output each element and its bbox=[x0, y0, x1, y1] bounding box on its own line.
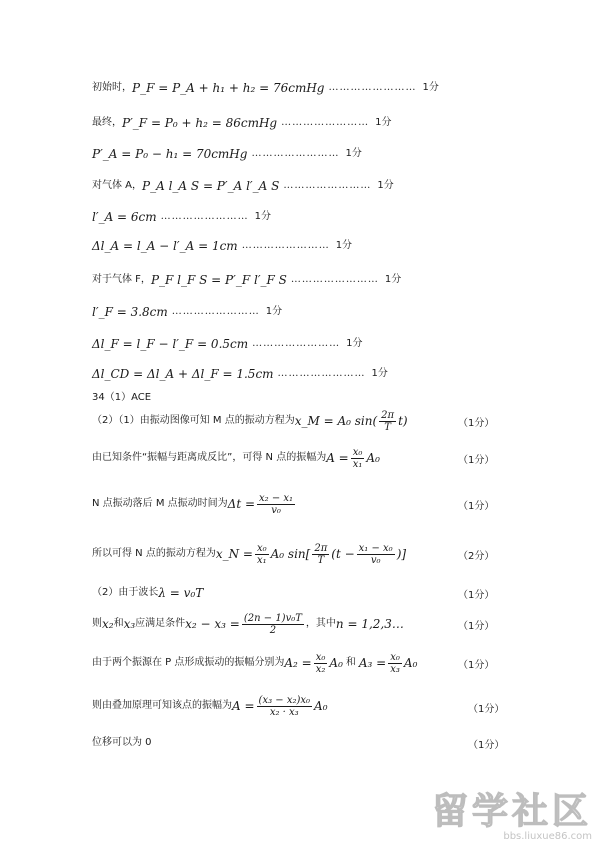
score: 1分 bbox=[254, 211, 272, 222]
p2-eq-lhs: A = bbox=[326, 451, 349, 465]
fraction-numerator: (x₃ − x₂)x₀ bbox=[258, 694, 311, 706]
row-label: 对于气体 F， bbox=[92, 274, 151, 285]
q34-p3 bbox=[92, 490, 297, 518]
p7-eq-b: A₃ = bbox=[358, 656, 387, 670]
q34-p1 bbox=[92, 410, 408, 432]
p5-eq: λ = v₀T bbox=[158, 586, 204, 600]
p4-mid2: (t − bbox=[331, 547, 355, 561]
score: 1分 bbox=[265, 306, 283, 317]
fraction-denominator: T bbox=[384, 421, 391, 433]
leader-dots: …………………… bbox=[252, 338, 341, 349]
p7-score: （1分） bbox=[458, 660, 495, 671]
p8-score: （1分） bbox=[468, 704, 505, 715]
score: 1分 bbox=[375, 117, 392, 128]
p3-score: （1分） bbox=[458, 501, 495, 512]
p6-text-a: 则 bbox=[92, 618, 102, 629]
fraction-numerator: x₂ − x₁ bbox=[259, 492, 294, 504]
p8-eq-tail: A₀ bbox=[314, 699, 328, 713]
equation: Δl_A = l_A − l′_A = 1cm bbox=[92, 239, 238, 253]
p4-eq-tail: )] bbox=[396, 547, 407, 561]
q34-heading-text: 34（1）ACE bbox=[92, 392, 152, 403]
leader-dots: …………………… bbox=[281, 117, 370, 128]
q34-p5 bbox=[92, 585, 203, 601]
fraction-numerator: x₀ bbox=[352, 446, 363, 458]
leader-dots: …………………… bbox=[290, 274, 379, 285]
fraction-numerator: x₀ bbox=[315, 651, 326, 663]
eq-row-initial bbox=[92, 80, 439, 96]
fraction-denominator: x₁ bbox=[352, 458, 363, 470]
fraction-numerator: x₀ bbox=[256, 542, 267, 554]
score: 1分 bbox=[371, 368, 388, 379]
watermark bbox=[432, 793, 592, 842]
p4-fraction-3 bbox=[357, 543, 395, 566]
score: 1分 bbox=[377, 180, 394, 191]
p4-fraction-2 bbox=[312, 543, 329, 566]
p9-score: （1分） bbox=[468, 740, 505, 751]
p7-text: 由于两个振源在 P 点形成振动的振幅分别为 bbox=[92, 657, 285, 668]
eq-row-delta-lcd bbox=[92, 366, 388, 382]
fraction-denominator: x₂ bbox=[315, 663, 326, 675]
p3-fraction bbox=[257, 493, 295, 516]
leader-dots: …………………… bbox=[160, 211, 249, 222]
p5-text: （2）由于波长 bbox=[92, 587, 159, 598]
p7-a0-a: A₀ bbox=[329, 656, 343, 670]
eq-row-delta-la bbox=[92, 238, 352, 254]
leader-dots: …………………… bbox=[251, 148, 340, 159]
p8-fraction bbox=[257, 695, 312, 718]
leader-dots: …………………… bbox=[328, 82, 417, 93]
p1-eq-lhs: x_M = A₀ sin( bbox=[294, 414, 378, 428]
p6-eq-b: x₃ bbox=[123, 617, 136, 631]
p8-eq-lhs: A = bbox=[232, 699, 255, 713]
p6-eq-n: n = 1,2,3… bbox=[335, 617, 404, 631]
fraction-numerator: x₁ − x₀ bbox=[358, 542, 393, 554]
q34-p6 bbox=[92, 610, 404, 638]
leader-dots: …………………… bbox=[277, 368, 366, 379]
equation: P′_A = P₀ − h₁ = 70cmHg bbox=[92, 147, 248, 161]
leader-dots: …………………… bbox=[241, 240, 330, 251]
p7-a0-b: A₀ bbox=[403, 656, 418, 670]
q34-heading bbox=[92, 390, 151, 406]
fraction-numerator: 2π bbox=[314, 542, 328, 554]
p7-fraction-1 bbox=[314, 652, 328, 675]
q34-p9 bbox=[92, 735, 152, 751]
eq-row-pa bbox=[92, 146, 362, 162]
p9-text: 位移可以为 0 bbox=[92, 737, 152, 748]
eq-row-la bbox=[92, 209, 271, 225]
p6-text-d: ，其中 bbox=[305, 618, 336, 629]
row-label: 最终， bbox=[92, 117, 122, 128]
fraction-denominator: x₃ bbox=[390, 663, 400, 675]
fraction-denominator: T bbox=[317, 554, 325, 566]
fraction-denominator: v₀ bbox=[271, 504, 281, 516]
score: 1分 bbox=[384, 274, 402, 285]
p2-eq-tail: A₀ bbox=[366, 451, 380, 465]
score: 1分 bbox=[422, 82, 439, 93]
p1-fraction bbox=[379, 410, 396, 433]
p8-text: 则由叠加原理可知该点的振幅为 bbox=[92, 700, 232, 711]
equation: P_F = P_A + h₁ + h₂ = 76cmHg bbox=[132, 81, 325, 95]
p6-eq-a: x₂ bbox=[102, 617, 114, 631]
p7-text-and: 和 bbox=[345, 657, 356, 668]
p7-fraction-2 bbox=[388, 652, 402, 675]
p1-eq-tail: t) bbox=[398, 414, 408, 428]
p1-score: （1分） bbox=[458, 418, 495, 429]
eq-row-lf bbox=[92, 304, 282, 320]
equation: l′_A = 6cm bbox=[92, 210, 157, 224]
p6-fraction bbox=[242, 613, 304, 636]
p4-text: 所以可得 N 点的振动方程为 bbox=[92, 548, 216, 559]
score: 1分 bbox=[335, 240, 353, 251]
watermark-url: bbs.liuxue86.com bbox=[503, 831, 592, 842]
equation: Δl_CD = Δl_A + Δl_F = 1.5cm bbox=[92, 367, 274, 381]
p6-text-b: 和 bbox=[113, 618, 124, 629]
fraction-numerator: (2n − 1)v₀T bbox=[243, 612, 302, 624]
p4-mid: A₀ sin[ bbox=[270, 547, 311, 561]
score: 1分 bbox=[346, 338, 363, 349]
q34-p8 bbox=[92, 692, 328, 720]
q34-p4 bbox=[92, 540, 406, 568]
fraction-denominator: x₂ · x₃ bbox=[269, 706, 299, 718]
p6-eq-lhs: x₂ − x₃ = bbox=[185, 617, 240, 631]
eq-row-final bbox=[92, 115, 392, 131]
leader-dots: …………………… bbox=[171, 306, 260, 317]
p4-fraction-1 bbox=[255, 543, 269, 566]
score: 1分 bbox=[345, 148, 362, 159]
p6-score: （1分） bbox=[458, 621, 495, 632]
fraction-numerator: x₀ bbox=[390, 651, 400, 663]
equation: P_F l_F S = P′_F l′_F S bbox=[150, 273, 287, 287]
eq-row-delta-lf bbox=[92, 336, 363, 352]
equation: Δl_F = l_F − l′_F = 0.5cm bbox=[92, 337, 249, 351]
p7-eq-a: A₂ = bbox=[284, 656, 312, 670]
equation: l′_F = 3.8cm bbox=[92, 305, 168, 319]
fraction-numerator: 2π bbox=[381, 409, 395, 421]
p3-eq-lhs: Δt = bbox=[227, 497, 256, 511]
watermark-logo-text: 留学社区 bbox=[431, 791, 592, 832]
fraction-denominator: x₁ bbox=[256, 554, 267, 566]
p4-score: （2分） bbox=[458, 551, 495, 562]
p3-text: N 点振动落后 M 点振动时间为 bbox=[92, 498, 228, 509]
p2-score: （1分） bbox=[458, 455, 495, 466]
q34-p7 bbox=[92, 649, 417, 677]
leader-dots: …………………… bbox=[283, 180, 372, 191]
p5-score: （1分） bbox=[458, 590, 495, 601]
row-label: 对气体 A， bbox=[92, 180, 143, 191]
p2-text: 由已知条件“振幅与距离成反比”，可得 N 点的振幅为 bbox=[92, 452, 327, 463]
p6-text-c: 应满足条件 bbox=[135, 618, 186, 629]
eq-row-gas-f bbox=[92, 272, 401, 288]
eq-row-gas-a bbox=[92, 178, 394, 194]
row-label: 初始时， bbox=[92, 82, 132, 93]
p2-fraction bbox=[351, 447, 365, 470]
fraction-denominator: 2 bbox=[269, 624, 277, 636]
equation: P′_F = P₀ + h₂ = 86cmHg bbox=[122, 116, 278, 130]
p1-text: （2）（1）由振动图像可知 M 点的振动方程为 bbox=[92, 415, 295, 426]
equation: P_A l_A S = P′_A l′_A S bbox=[142, 179, 280, 193]
q34-p2 bbox=[92, 444, 380, 472]
fraction-denominator: v₀ bbox=[370, 554, 381, 566]
p4-eq-lhs: x_N = bbox=[215, 547, 253, 561]
